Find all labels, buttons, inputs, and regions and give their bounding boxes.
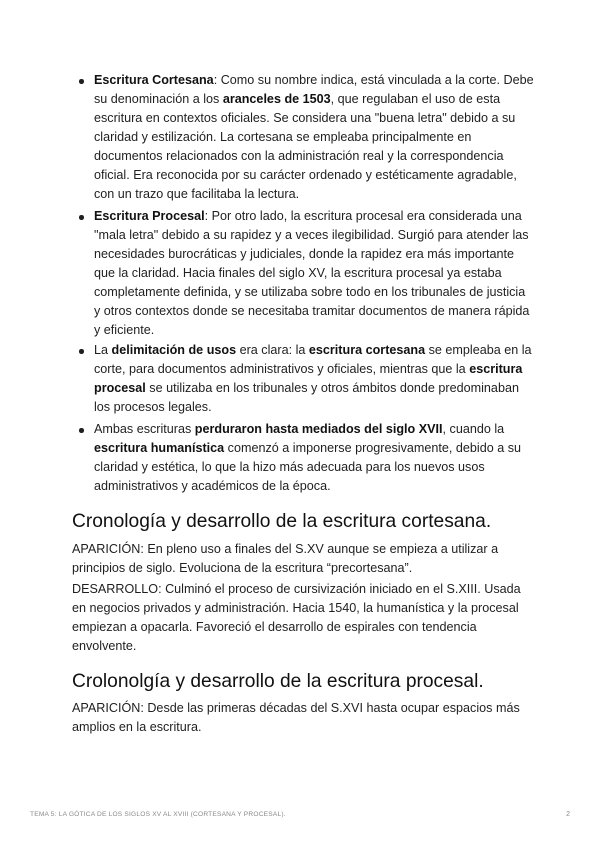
bold-run: escritura humanística (94, 441, 225, 455)
text-run: : Como su nombre indica, está vinculada a la corte. Debe su denominación a los (94, 73, 534, 106)
section-heading-cortesana: Cronología y desarrollo de la escritura cortesana. (72, 511, 492, 532)
bullet-icon (79, 428, 84, 433)
paragraph-aparicion-cortesana: APARICIÓN: En pleno uso a finales del S.XV aunque se empieza a utilizar a principios de siglo. Evoluciona de la escritura “precortesana”. (72, 542, 499, 575)
bold-run: escritura cortesana (308, 343, 426, 357)
bullet-text (94, 207, 534, 340)
bullet-text (94, 420, 534, 496)
footer-title: TEMA 5: LA GÓTICA DE LOS SIGLOS XV AL XVIII (CORTESANA Y PROCESAL). (30, 811, 286, 818)
text-run: comenzó a imponerse progresivamente, debido a su claridad y estética, lo que la hizo más adecuada para los nuevos usos administrativos y académicos de la época. (94, 441, 522, 493)
bullet-text (94, 71, 534, 204)
bullet-icon (79, 215, 84, 220)
bold-run: delimitación de usos (111, 343, 237, 357)
text-run: se utilizaba en los tribunales y otros ámbitos donde predominaban los procesos legales. (94, 381, 519, 414)
paragraph-aparicion-procesal: APARICIÓN: Desde las primeras décadas del S.XVI hasta ocupar espacios más amplios en la escritura. (72, 701, 520, 734)
bold-run: Escritura Procesal (94, 209, 205, 223)
page-number: 2 (566, 811, 570, 818)
bold-run: escritura procesal (94, 362, 523, 395)
paragraph-desarrollo-cortesana: DESARROLLO: Culminó el proceso de cursivización iniciado en el S.XIII. Usada en negocios privados y administración. Hacia 1540, la humanística y la procesal empiezan a opacarla. Favoreció el desarrollo de espirales con tendencia envolvente. (72, 582, 521, 653)
text-run: Ambas escrituras (94, 422, 195, 436)
bold-run: aranceles de 1503 (222, 92, 331, 106)
text-run: La (94, 343, 112, 357)
bullet-text (94, 341, 534, 417)
bullet-icon (79, 79, 84, 84)
text-run: , cuando la (442, 422, 505, 436)
text-run: , que regulaban el uso de esta escritura en contextos oficiales. Se considera una "buena letra" debido a su claridad y estilización. La cortesana se empleaba principalmente en documentos relacionados con la administración real y la correspondencia oficial. Era reconocida por su carácter ordenado y estéticamente agradable, con un trazo que facilitaba la lectura. (94, 92, 517, 201)
bold-run: Escritura Cortesana (94, 73, 214, 87)
section-heading-procesal: Crolonolgía y desarrollo de la escritura procesal. (72, 671, 484, 692)
text-run: : Por otro lado, la escritura procesal era considerada una "mala letra" debido a su rapidez y a veces ilegibilidad. Surgió para atender las necesidades burocráticas y judiciales, donde la rapidez era más importante que la claridad. Hacia finales del siglo XV, la escritura procesal ya estaba completamente definida, y se utilizaba sobre todo en los tribunales de justicia y otros contextos donde se necesitaba tramitar documentos de manera rápida y eficiente. (94, 209, 530, 337)
text-run: se empleaba en la corte, para documentos administrativos y oficiales, mientras que la (94, 343, 532, 376)
bold-run: perduraron hasta mediados del siglo XVII (194, 422, 443, 436)
bullet-icon (79, 349, 84, 354)
text-run: era clara: la (236, 343, 309, 357)
